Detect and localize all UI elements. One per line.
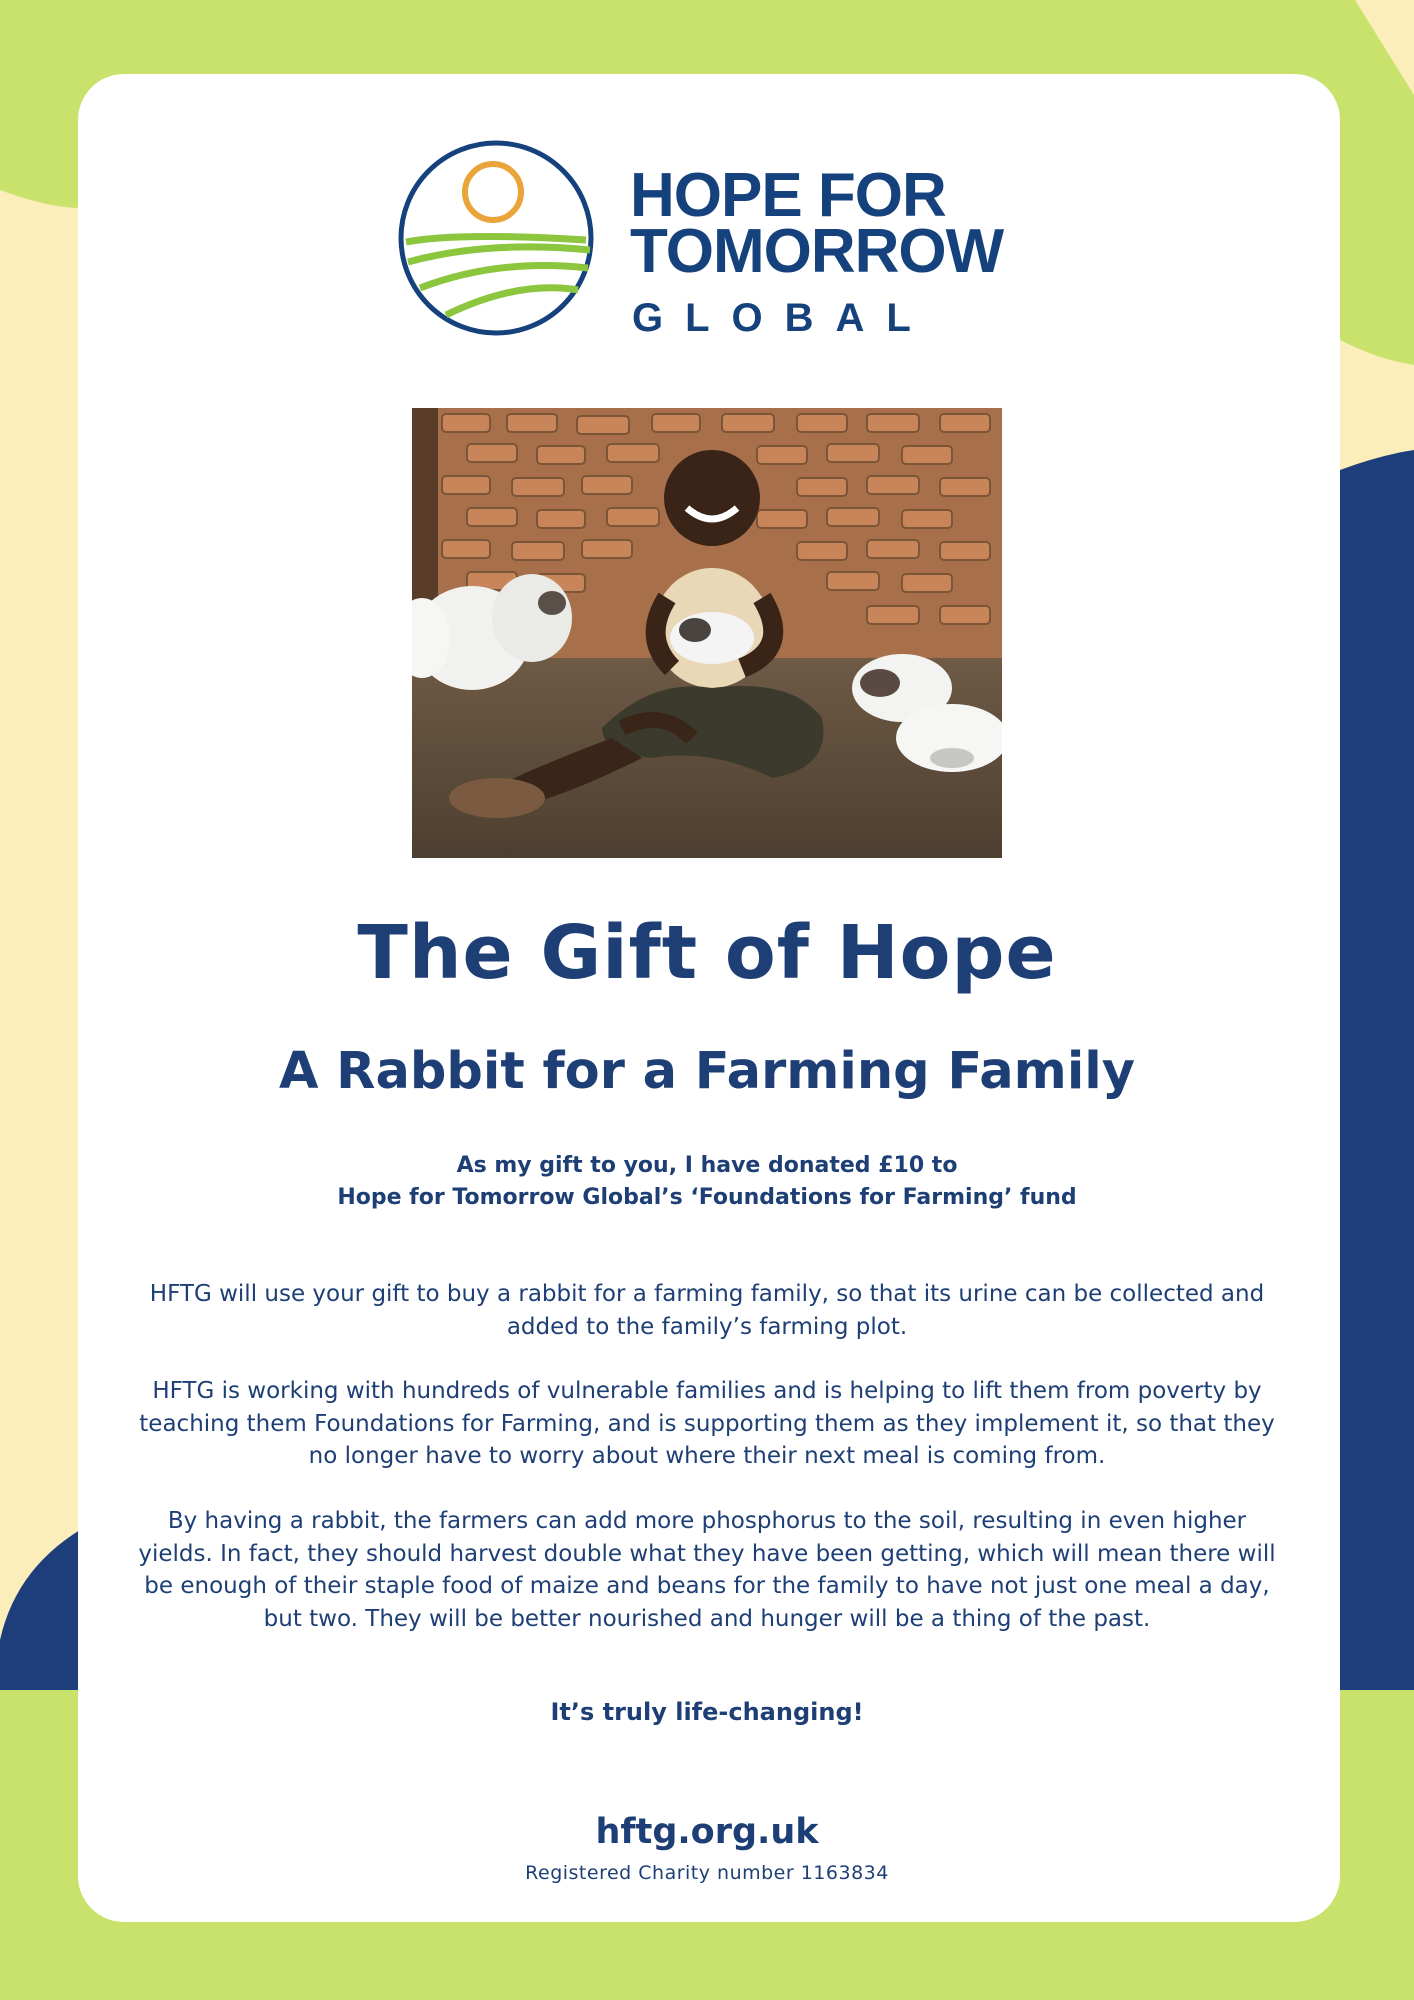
logo-line-tomorrow: TOMORROW [630,217,1004,286]
certificate-card [78,74,1340,1922]
gift-statement-line-1: As my gift to you, I have donated £10 to [456,1153,958,1178]
logo-line-hope-for: HOPE FOR [630,161,946,230]
page-subtitle: A Rabbit for a Farming Family [278,1042,1136,1101]
body-paragraph: By having a rabbit, the farmers can add more phosphorus to the soil, resulting in even higher yields. In fact, they should harvest double what they have been getting, which will mean there will be enough of their staple food of maize and beans for the family to have not just one meal a day, but two. They will be better nourished and hunger will be a thing of the past. [138,1508,1276,1632]
hftg-logo [398,140,1058,340]
sun-over-fields-icon [398,140,598,340]
body-paragraph: HFTG is working with hundreds of vulnerable families and is helping to lift them from poverty by teaching them Foundations for Farming, and is supporting them as they implement it, so that they no longer have to worry about where their next meal is coming from. [139,1378,1275,1469]
gift-statement-line-2: Hope for Tomorrow Global’s ‘Foundations for Farming’ fund [337,1185,1077,1210]
logo-line-global: GLOBAL [632,296,933,340]
cream-corner-top-right [1355,0,1414,95]
page-title: The Gift of Hope [357,910,1057,996]
charity-number: Registered Charity number 1163834 [525,1862,889,1884]
body-paragraph: HFTG will use your gift to buy a rabbit for a farming family, so that its urine can be collected and added to the family’s farming plot. [149,1281,1265,1340]
child-with-rabbits-photo [412,408,1002,858]
website-link[interactable]: hftg.org.uk [595,1812,819,1852]
tagline: It’s truly life-changing! [550,1698,864,1726]
